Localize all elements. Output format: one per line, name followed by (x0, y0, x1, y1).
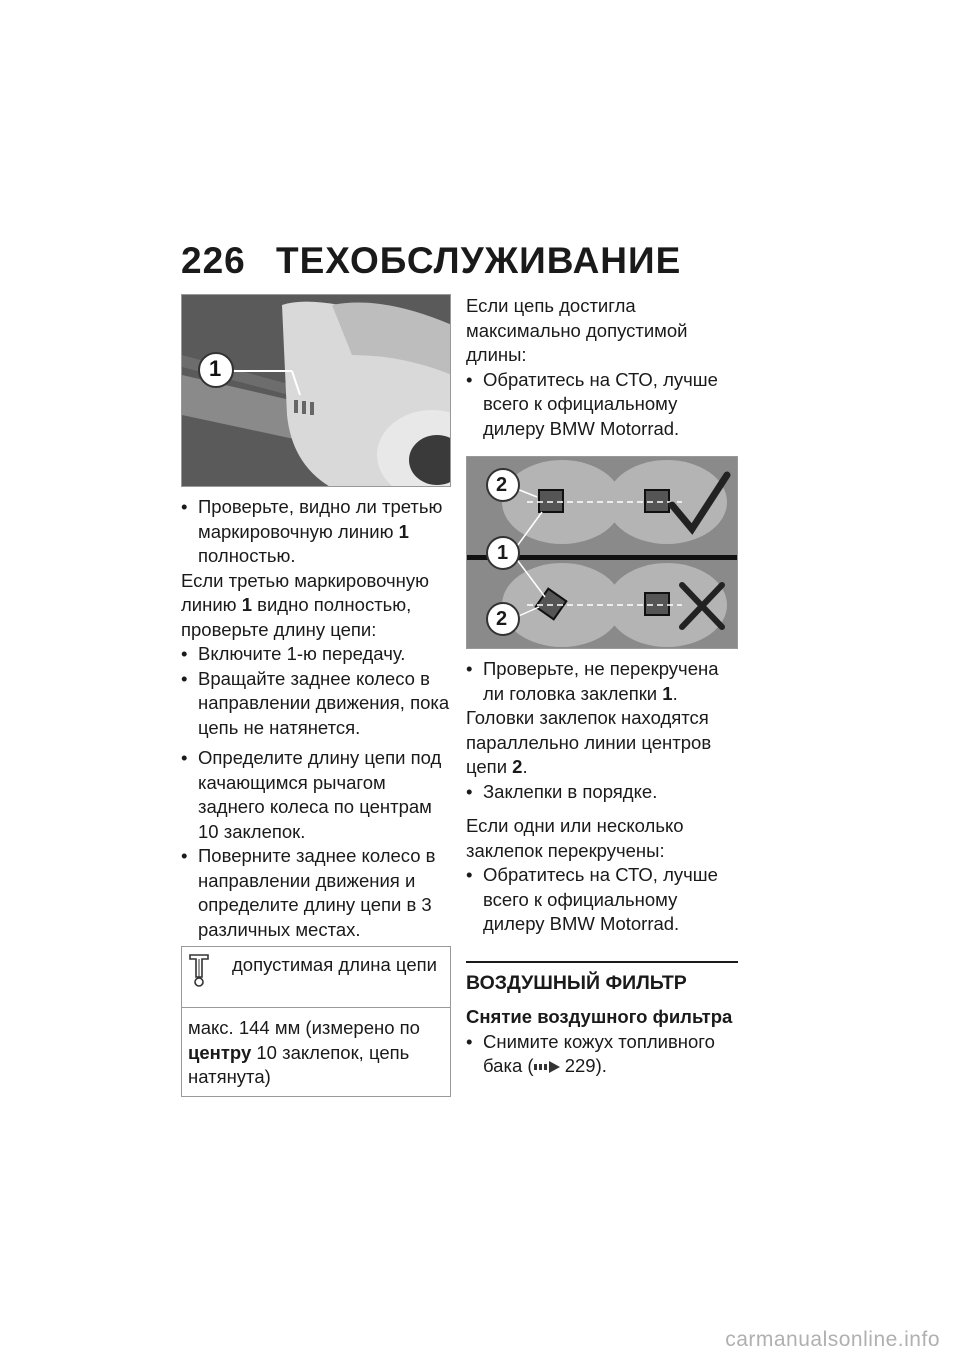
bullet-check-rivet-head: • Проверьте, не перекручена ли головка заклепки 1. (466, 657, 738, 706)
diagram-callout-1: 1 (497, 542, 509, 564)
diagram-callout-2-bottom: 2 (496, 608, 508, 630)
bullet-remove-tank-cover: • Снимите кожух топливного бака ( 229). (466, 1030, 738, 1080)
page-title: ТЕХОБСЛУЖИВАНИЕ (276, 240, 682, 281)
bullet-rotate-wheel: • Вращайте заднее колесо в направлении движения, пока цепь не натянется. (181, 667, 451, 741)
chain-adjuster-photo (181, 294, 451, 487)
bullet-first-gear: • Включите 1-ю передачу. (181, 642, 451, 667)
text-rivets-twisted: Если одни или несколько заклепок перекручены: (466, 815, 684, 861)
left-column (181, 294, 451, 1097)
rivet-diagram (466, 456, 738, 649)
bullet-measure-chain: • Определите длину цепи под качающимся рычагом заднего колеса по центрам 10 заклепок. (181, 746, 451, 844)
text-max-length: Если цепь достигла максимально допустимой длины: (466, 295, 688, 365)
page-header (181, 240, 681, 282)
page-number: 226 (181, 240, 246, 281)
chain-adjuster-illustration (182, 295, 451, 487)
caliper-icon (188, 953, 232, 999)
page-reference-link[interactable]: 229 (564, 1055, 596, 1076)
bullet-check-marking: • Проверьте, видно ли третью маркировочную линию 1 полностью. (181, 495, 451, 569)
diagram-callout-2-top: 2 (496, 474, 508, 496)
section-title-air-filter: ВОЗДУШНЫЙ ФИЛЬТР (466, 961, 738, 996)
spec-value: макс. 144 мм (измерено по центру 10 заклепок, цепь натянута) (188, 1017, 420, 1087)
bullet-rivets-ok: • Заклепки в порядке. (466, 780, 738, 805)
subsection-title-remove-filter: Снятие воздушного фильтра (466, 1006, 733, 1027)
text-rivet-heads-parallel: Головки заклепок находятся параллельно линии центров цепи 2. (466, 707, 712, 777)
text-if-visible: Если третью маркировочную линию 1 видно полностью, проверьте длину цепи: (181, 569, 429, 640)
page-reference-arrow-icon (534, 1055, 560, 1080)
bullet-measure-three-places: • Поверните заднее колесо в направлении движения и определите длину цепи в 3 различных местах. (181, 844, 451, 942)
bullet-contact-service-1: • Обратитесь на СТО, лучше всего к официальному дилеру BMW Motorrad. (466, 368, 738, 442)
spec-label: допустимая длина цепи (232, 954, 437, 975)
spec-table (181, 946, 451, 1097)
bullet-contact-service-2: • Обратитесь на СТО, лучше всего к официальному дилеру BMW Motorrad. (466, 863, 738, 937)
watermark: carmanualsonline.info (725, 1328, 940, 1351)
photo-callout-1: 1 (209, 356, 222, 381)
right-column (466, 294, 738, 1079)
